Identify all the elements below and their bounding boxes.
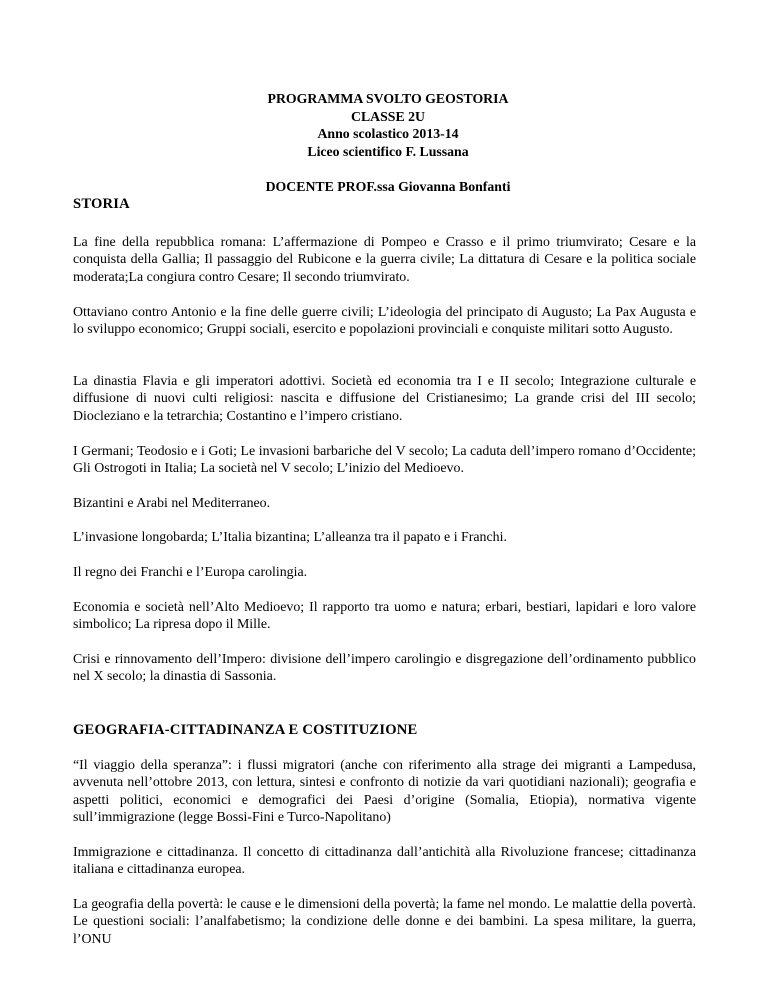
header-school-name: Liceo scientifico F. Lussana — [307, 143, 469, 159]
storia-paragraph: I Germani; Teodosio e i Goti; Le invasioni barbariche del V secolo; La caduta dell’impero romano d’Occidente; Gli Ostrogoti in Italia; La società nel V secolo; L’inizio del Medioevo. — [73, 444, 696, 477]
storia-paragraph: L’invasione longobarda; L’Italia bizantina; L’alleanza tra il papato e i Franchi. — [73, 530, 507, 545]
storia-paragraph: La fine della repubblica romana: L’affermazione di Pompeo e Crasso e il primo triumvirato; Cesare e la conquista della Gallia; Il passaggio del Rubicone e la guerra civile; La dittatura di Cesare e la politica sociale moderata;La congiura contro Cesare; Il secondo triumvirato. — [73, 235, 696, 285]
storia-paragraph: La dinastia Flavia e gli imperatori adottivi. Società ed economia tra I e II secolo; Integrazione culturale e diffusione di nuovi culti religiosi: nascita e diffusione del Cristianesimo; La grande crisi del III secolo; Diocleziano e la tetrarchia; Costantino e l’impero cristiano. — [73, 374, 696, 424]
section-title-geografia: GEOGRAFIA-CITTADINANZA E COSTITUZIONE — [73, 722, 418, 738]
header-school-year: Anno scolastico 2013-14 — [317, 126, 459, 141]
header-title: PROGRAMMA SVOLTO GEOSTORIA — [267, 91, 509, 106]
document-header — [0, 90, 768, 195]
header-class: CLASSE 2U — [351, 108, 425, 124]
storia-paragraph: Economia e società nell’Alto Medioevo; Il rapporto tra uomo e natura; erbari, bestiari, lapidari e loro valore simbolico; La ripresa dopo il Mille. — [73, 600, 696, 633]
section-title-storia: STORIA — [73, 196, 130, 212]
geografia-paragraph: “Il viaggio della speranza”: i flussi migratori (anche con riferimento alla strage dei migranti a Lampedusa, avvenuta nell’ottobre 2013, con lettura, sintesi e confronto di notizie da vari quotidiani nazionali); geografia e aspetti politici, economici e demografici dei Paesi d’origine (Somalia, Etiopia), normativa vigente sull’immigrazione (legge Bossi-Fini e Turco-Napolitano) — [73, 758, 696, 826]
header-teacher: DOCENTE PROF.ssa Giovanna Bonfanti — [265, 178, 511, 194]
storia-paragraph: Ottaviano contro Antonio e la fine delle guerre civili; L’ideologia del principato di Augusto; La Pax Augusta e lo sviluppo economico; Gruppi sociali, esercito e popolazioni provinciali e conquiste militari sotto Augusto. — [73, 305, 696, 338]
storia-paragraph: Crisi e rinnovamento dell’Impero: divisione dell’impero carolingio e disgregazione dell’ordinamento pubblico nel X secolo; la dinastia di Sassonia. — [73, 652, 696, 685]
storia-paragraph: Bizantini e Arabi nel Mediterraneo. — [73, 496, 271, 511]
geografia-paragraph: La geografia della povertà: le cause e le dimensioni della povertà; la fame nel mondo. Le malattie della povertà. Le questioni sociali: l’analfabetismo; la condizione delle donne e dei bambini. La spesa militare, la guerra, l’ONU — [73, 897, 696, 947]
geografia-paragraph: Immigrazione e cittadinanza. Il concetto di cittadinanza dall’antichità alla Rivoluzione francese; cittadinanza italiana e cittadinanza europea. — [73, 845, 696, 878]
storia-paragraph: Il regno dei Franchi e l’Europa carolingia. — [73, 565, 308, 580]
